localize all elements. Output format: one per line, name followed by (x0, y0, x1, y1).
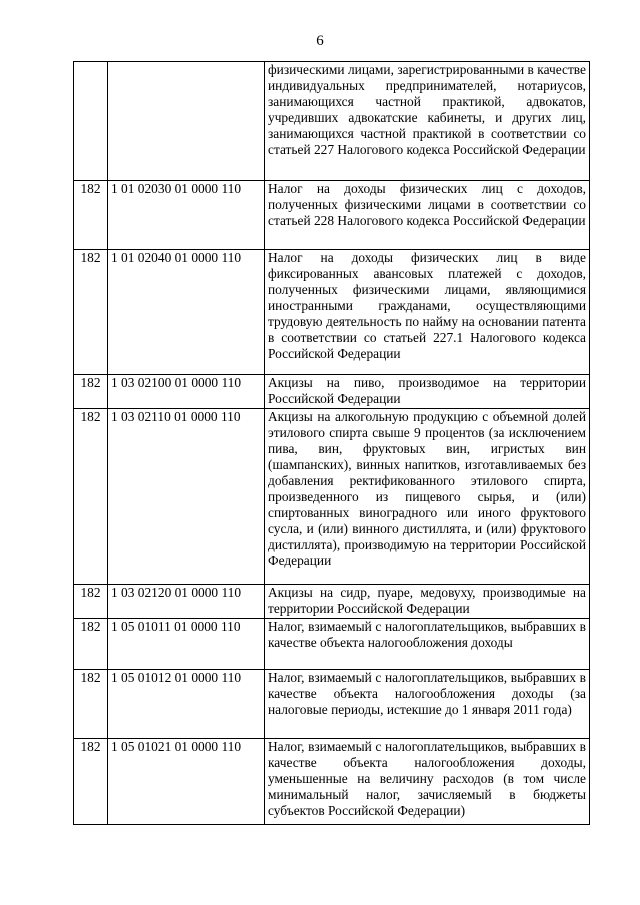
page-number: 6 (316, 33, 324, 49)
table-row (74, 181, 590, 250)
table-row (74, 619, 590, 670)
revenue-name-cell: Налог на доходы физических лиц в виде фиксированных авансовых платежей с доходов, полученных физическими лицами, являющимися иностранными гражданами, осуществляющими трудовую деятельность по найму на основании патента в соответствии со статьей 227.1 Налогового кодекса Российской Федерации (265, 250, 590, 375)
revenue-name-cell: Налог на доходы физических лиц с доходов, полученных физическими лицами в соответствии со статьей 228 Налогового кодекса Российской Федерации (265, 181, 590, 250)
revenue-name-cell: Акцизы на сидр, пуаре, медовуху, производимые на территории Российской Федерации (265, 585, 590, 619)
revenue-name-cell: Акцизы на пиво, производимое на территории Российской Федерации (265, 375, 590, 409)
admin-code-cell: 182 (74, 250, 108, 375)
admin-code-cell: 182 (74, 585, 108, 619)
table-row (74, 62, 590, 181)
budget-code-cell: 1 05 01011 01 0000 110 (108, 619, 265, 670)
table-row (74, 670, 590, 739)
budget-code-cell: 1 03 02110 01 0000 110 (108, 409, 265, 585)
budget-code-cell: 1 01 02040 01 0000 110 (108, 250, 265, 375)
budget-code-cell: 1 01 02030 01 0000 110 (108, 181, 265, 250)
admin-code-cell: 182 (74, 181, 108, 250)
budget-code-cell (108, 62, 265, 181)
budget-code-cell: 1 03 02100 01 0000 110 (108, 375, 265, 409)
table-row (74, 585, 590, 619)
revenue-name-cell: Акцизы на алкогольную продукцию с объемной долей этилового спирта свыше 9 процентов (за исключением пива, вин, фруктовых вин, игристых вин (шампанских), винных напитков, изготавливаемых без добавления ректификованного этилового спирта, произведенного из пищевого сырья, и (или) спиртованных виноградного или иного фруктового сусла, и (или) винного дистиллята, и (или) фруктового дистиллята), производимую на территории Российской Федерации (265, 409, 590, 585)
admin-code-cell (74, 62, 108, 181)
table-row (74, 375, 590, 409)
table-row (74, 409, 590, 585)
table-row (74, 250, 590, 375)
revenue-name-cell: физическими лицами, зарегистрированными в качестве индивидуальных предпринимателей, нотариусов, занимающихся частной практикой, адвокатов, учредивших адвокатские кабинеты, и других лиц, занимающихся частной практикой в соответствии со статьей 227 Налогового кодекса Российской Федерации (265, 62, 590, 181)
admin-code-cell: 182 (74, 409, 108, 585)
admin-code-cell: 182 (74, 670, 108, 739)
revenue-name-cell: Налог, взимаемый с налогоплательщиков, выбравших в качестве объекта налогообложения доходы, уменьшенные на величину расходов (в том числе минимальный налог, зачисляемый в бюджеты субъектов Российской Федерации) (265, 739, 590, 825)
budget-code-cell: 1 03 02120 01 0000 110 (108, 585, 265, 619)
admin-code-cell: 182 (74, 375, 108, 409)
revenue-codes-table (73, 61, 590, 825)
admin-code-cell: 182 (74, 739, 108, 825)
budget-code-cell: 1 05 01012 01 0000 110 (108, 670, 265, 739)
budget-code-cell: 1 05 01021 01 0000 110 (108, 739, 265, 825)
revenue-name-cell: Налог, взимаемый с налогоплательщиков, выбравших в качестве объекта налогообложения доходы (265, 619, 590, 670)
revenue-name-cell: Налог, взимаемый с налогоплательщиков, выбравших в качестве объекта налогообложения доходы (за налоговые периоды, истекшие до 1 января 2011 года) (265, 670, 590, 739)
admin-code-cell: 182 (74, 619, 108, 670)
table-row (74, 739, 590, 825)
